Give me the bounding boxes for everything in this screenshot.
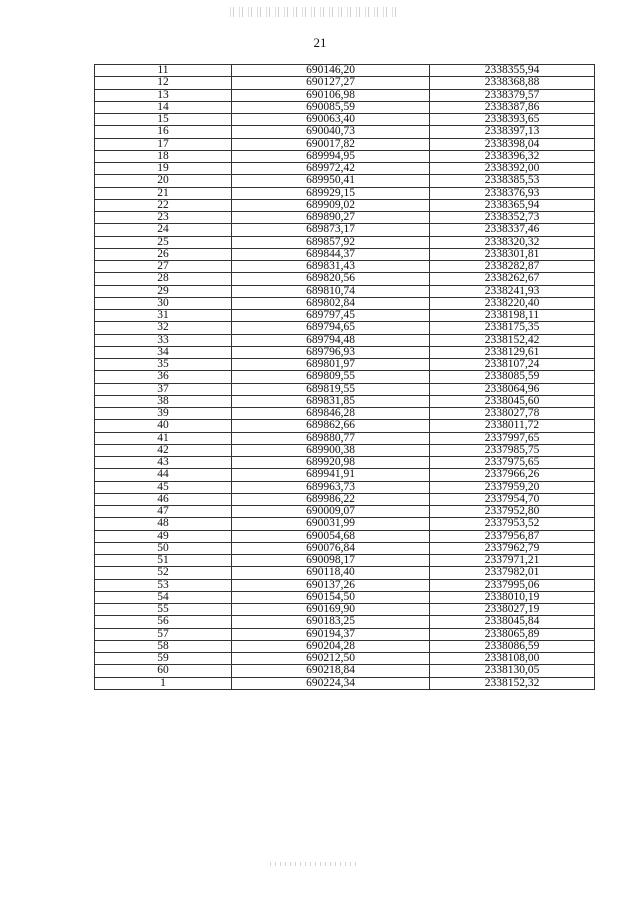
y-coordinate-cell: 2338130,05 [430,665,595,677]
point-number-cell: 18 [95,150,232,162]
x-coordinate-cell: 689797,45 [232,310,430,322]
point-number-cell: 47 [95,506,232,518]
x-coordinate-cell: 689920,98 [232,457,430,469]
x-coordinate-cell: 689846,28 [232,408,430,420]
x-coordinate-cell: 690154,50 [232,591,430,603]
y-coordinate-cell: 2338108,00 [430,653,595,665]
y-coordinate-cell: 2338387,86 [430,101,595,113]
point-number-cell: 42 [95,444,232,456]
x-coordinate-cell: 690106,98 [232,89,430,101]
y-coordinate-cell: 2338065,89 [430,628,595,640]
x-coordinate-cell: 690017,82 [232,138,430,150]
point-number-cell: 38 [95,395,232,407]
table-row [95,371,595,383]
y-coordinate-cell: 2337953,52 [430,518,595,530]
x-coordinate-cell: 689809,55 [232,371,430,383]
table-row [95,677,595,689]
y-coordinate-cell: 2338376,93 [430,187,595,199]
point-number-cell: 56 [95,616,232,628]
page-number: 21 [313,35,327,50]
table-row [95,567,595,579]
point-number-cell: 52 [95,567,232,579]
x-coordinate-cell: 689794,48 [232,334,430,346]
point-number-cell: 26 [95,248,232,260]
y-coordinate-cell: 2338027,19 [430,604,595,616]
x-coordinate-cell: 690127,27 [232,77,430,89]
table-row [95,420,595,432]
y-coordinate-cell: 2338064,96 [430,383,595,395]
table-row [95,138,595,150]
y-coordinate-cell: 2338355,94 [430,65,595,77]
point-number-cell: 57 [95,628,232,640]
x-coordinate-cell: 689890,27 [232,212,430,224]
x-coordinate-cell: 690040,73 [232,126,430,138]
x-coordinate-cell: 690063,40 [232,114,430,126]
point-number-cell: 39 [95,408,232,420]
table-row [95,187,595,199]
point-number-cell: 51 [95,555,232,567]
table-row [95,114,595,126]
point-number-cell: 12 [95,77,232,89]
point-number-cell: 49 [95,530,232,542]
table-row [95,285,595,297]
table-row [95,77,595,89]
point-number-cell: 37 [95,383,232,395]
y-coordinate-cell: 2338045,84 [430,616,595,628]
scan-artifact-top [230,7,400,17]
y-coordinate-cell: 2337975,65 [430,457,595,469]
y-coordinate-cell: 2337982,01 [430,567,595,579]
x-coordinate-cell: 690031,99 [232,518,430,530]
point-number-cell: 58 [95,640,232,652]
point-number-cell: 53 [95,579,232,591]
table-row [95,199,595,211]
y-coordinate-cell: 2338368,88 [430,77,595,89]
x-coordinate-cell: 689802,84 [232,297,430,309]
scan-artifact-bottom [270,862,360,866]
point-number-cell: 48 [95,518,232,530]
point-number-cell: 17 [95,138,232,150]
point-number-cell: 40 [95,420,232,432]
y-coordinate-cell: 2337954,70 [430,493,595,505]
table-row [95,273,595,285]
table-row [95,175,595,187]
table-row [95,432,595,444]
point-number-cell: 19 [95,163,232,175]
x-coordinate-cell: 690098,17 [232,555,430,567]
table-row [95,150,595,162]
table-row [95,628,595,640]
x-coordinate-cell: 690137,26 [232,579,430,591]
point-number-cell: 16 [95,126,232,138]
y-coordinate-cell: 2338010,19 [430,591,595,603]
point-number-cell: 41 [95,432,232,444]
table-row [95,334,595,346]
point-number-cell: 36 [95,371,232,383]
x-coordinate-cell: 689963,73 [232,481,430,493]
y-coordinate-cell: 2338011,72 [430,420,595,432]
table-row [95,457,595,469]
table-row [95,224,595,236]
x-coordinate-cell: 689857,92 [232,236,430,248]
coordinates-table [94,64,595,690]
x-coordinate-cell: 689929,15 [232,187,430,199]
y-coordinate-cell: 2338365,94 [430,199,595,211]
point-number-cell: 46 [95,493,232,505]
x-coordinate-cell: 689844,37 [232,248,430,260]
x-coordinate-cell: 690054,68 [232,530,430,542]
table-row [95,236,595,248]
x-coordinate-cell: 690218,84 [232,665,430,677]
y-coordinate-cell: 2338320,32 [430,236,595,248]
x-coordinate-cell: 690212,50 [232,653,430,665]
table-row [95,493,595,505]
table-row [95,89,595,101]
table-row [95,665,595,677]
table-row [95,640,595,652]
x-coordinate-cell: 689801,97 [232,359,430,371]
y-coordinate-cell: 2338086,59 [430,640,595,652]
x-coordinate-cell: 690076,84 [232,542,430,554]
point-number-cell: 31 [95,310,232,322]
y-coordinate-cell: 2337956,87 [430,530,595,542]
point-number-cell: 33 [95,334,232,346]
point-number-cell: 27 [95,261,232,273]
point-number-cell: 54 [95,591,232,603]
y-coordinate-cell: 2338392,00 [430,163,595,175]
x-coordinate-cell: 689994,95 [232,150,430,162]
point-number-cell: 35 [95,359,232,371]
table-row [95,261,595,273]
y-coordinate-cell: 2338152,32 [430,677,595,689]
table-row [95,408,595,420]
x-coordinate-cell: 689909,02 [232,199,430,211]
y-coordinate-cell: 2337966,26 [430,469,595,481]
table-row [95,579,595,591]
y-coordinate-cell: 2338262,67 [430,273,595,285]
y-coordinate-cell: 2337997,65 [430,432,595,444]
table-row [95,101,595,113]
y-coordinate-cell: 2338152,42 [430,334,595,346]
x-coordinate-cell: 689880,77 [232,432,430,444]
point-number-cell: 13 [95,89,232,101]
y-coordinate-cell: 2338220,40 [430,297,595,309]
y-coordinate-cell: 2338398,04 [430,138,595,150]
point-number-cell: 43 [95,457,232,469]
y-coordinate-cell: 2337959,20 [430,481,595,493]
x-coordinate-cell: 689810,74 [232,285,430,297]
y-coordinate-cell: 2338129,61 [430,346,595,358]
point-number-cell: 60 [95,665,232,677]
point-number-cell: 22 [95,199,232,211]
point-number-cell: 21 [95,187,232,199]
x-coordinate-cell: 690204,28 [232,640,430,652]
point-number-cell: 59 [95,653,232,665]
y-coordinate-cell: 2338393,65 [430,114,595,126]
y-coordinate-cell: 2338198,11 [430,310,595,322]
table-row [95,604,595,616]
y-coordinate-cell: 2338045,60 [430,395,595,407]
y-coordinate-cell: 2338396,32 [430,150,595,162]
table-row [95,653,595,665]
x-coordinate-cell: 690224,34 [232,677,430,689]
x-coordinate-cell: 689950,41 [232,175,430,187]
y-coordinate-cell: 2338107,24 [430,359,595,371]
point-number-cell: 32 [95,322,232,334]
y-coordinate-cell: 2337971,21 [430,555,595,567]
table-row [95,542,595,554]
point-number-cell: 25 [95,236,232,248]
x-coordinate-cell: 689900,38 [232,444,430,456]
y-coordinate-cell: 2338301,81 [430,248,595,260]
point-number-cell: 45 [95,481,232,493]
x-coordinate-cell: 690085,59 [232,101,430,113]
table-row [95,310,595,322]
table-row [95,65,595,77]
y-coordinate-cell: 2337985,75 [430,444,595,456]
x-coordinate-cell: 689796,93 [232,346,430,358]
coordinates-table-body [95,65,595,690]
y-coordinate-cell: 2338175,35 [430,322,595,334]
table-row [95,395,595,407]
point-number-cell: 15 [95,114,232,126]
point-number-cell: 28 [95,273,232,285]
point-number-cell: 14 [95,101,232,113]
x-coordinate-cell: 689820,56 [232,273,430,285]
table-row [95,481,595,493]
point-number-cell: 29 [95,285,232,297]
point-number-cell: 11 [95,65,232,77]
y-coordinate-cell: 2337952,80 [430,506,595,518]
y-coordinate-cell: 2338241,93 [430,285,595,297]
y-coordinate-cell: 2338379,57 [430,89,595,101]
x-coordinate-cell: 689831,43 [232,261,430,273]
y-coordinate-cell: 2337995,06 [430,579,595,591]
table-row [95,506,595,518]
table-row [95,616,595,628]
table-row [95,163,595,175]
x-coordinate-cell: 689831,85 [232,395,430,407]
table-row [95,322,595,334]
point-number-cell: 24 [95,224,232,236]
x-coordinate-cell: 689941,91 [232,469,430,481]
table-row [95,383,595,395]
x-coordinate-cell: 690194,37 [232,628,430,640]
x-coordinate-cell: 690118,40 [232,567,430,579]
y-coordinate-cell: 2337962,79 [430,542,595,554]
point-number-cell: 34 [95,346,232,358]
x-coordinate-cell: 689794,65 [232,322,430,334]
y-coordinate-cell: 2338282,87 [430,261,595,273]
point-number-cell: 20 [95,175,232,187]
table-row [95,297,595,309]
y-coordinate-cell: 2338352,73 [430,212,595,224]
table-row [95,469,595,481]
table-row [95,212,595,224]
table-row [95,359,595,371]
point-number-cell: 23 [95,212,232,224]
y-coordinate-cell: 2338397,13 [430,126,595,138]
point-number-cell: 1 [95,677,232,689]
x-coordinate-cell: 690009,07 [232,506,430,518]
y-coordinate-cell: 2338385,53 [430,175,595,187]
x-coordinate-cell: 690183,25 [232,616,430,628]
x-coordinate-cell: 689986,22 [232,493,430,505]
table-row [95,591,595,603]
point-number-cell: 55 [95,604,232,616]
table-row [95,346,595,358]
table-row [95,518,595,530]
table-row [95,248,595,260]
table-row [95,530,595,542]
x-coordinate-cell: 689972,42 [232,163,430,175]
table-row [95,555,595,567]
y-coordinate-cell: 2338027,78 [430,408,595,420]
table-row [95,126,595,138]
point-number-cell: 30 [95,297,232,309]
y-coordinate-cell: 2338337,46 [430,224,595,236]
x-coordinate-cell: 690169,90 [232,604,430,616]
x-coordinate-cell: 690146,20 [232,65,430,77]
point-number-cell: 44 [95,469,232,481]
x-coordinate-cell: 689873,17 [232,224,430,236]
table-row [95,444,595,456]
x-coordinate-cell: 689819,55 [232,383,430,395]
x-coordinate-cell: 689862,66 [232,420,430,432]
point-number-cell: 50 [95,542,232,554]
y-coordinate-cell: 2338085,59 [430,371,595,383]
